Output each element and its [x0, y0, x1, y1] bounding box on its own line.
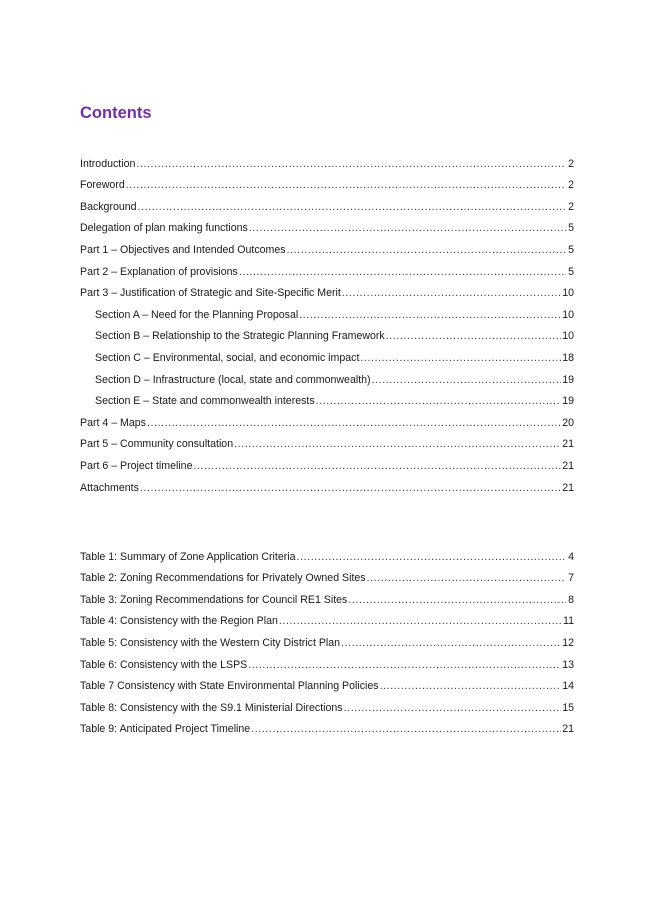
table-entry-page: 21 [562, 723, 574, 736]
table-entry-label: Table 2: Zoning Recommendations for Privately Owned Sites [80, 572, 366, 585]
toc-entry[interactable] [80, 279, 574, 301]
toc-entry[interactable] [80, 451, 574, 473]
dot-leader [287, 244, 566, 257]
dot-leader [297, 551, 566, 564]
toc-entry[interactable] [80, 235, 574, 257]
toc-entry-page: 5 [568, 222, 574, 235]
dot-leader [348, 594, 566, 607]
toc-entry-label: Section A – Need for the Planning Proposal [95, 308, 299, 321]
table-entry[interactable] [80, 585, 574, 607]
toc-entry-page: 5 [568, 265, 574, 278]
table-entry[interactable] [80, 564, 574, 586]
dot-leader [251, 723, 561, 736]
toc-entry-page: 10 [562, 287, 574, 300]
table-entry[interactable] [80, 542, 574, 564]
toc-entry-label: Part 5 – Community consultation [80, 438, 234, 451]
dot-leader [367, 572, 566, 585]
dot-leader [342, 287, 561, 300]
toc-entry-label: Part 4 – Maps [80, 416, 146, 429]
table-entry-label: Table 1: Summary of Zone Application Criteria [80, 550, 296, 563]
dot-leader [138, 201, 566, 214]
toc-entry[interactable] [80, 149, 574, 171]
table-entry-page: 7 [568, 572, 574, 585]
toc-entry-label: Background [80, 200, 137, 213]
dot-leader [126, 179, 566, 192]
dot-leader [140, 482, 561, 495]
table-entry-page: 11 [563, 615, 574, 628]
dot-leader [234, 438, 561, 451]
toc-entry-label: Introduction [80, 157, 136, 170]
table-entry-label: Table 8: Consistency with the S9.1 Ministerial Directions [80, 701, 343, 714]
toc-entry-page: 21 [562, 438, 574, 451]
toc-entry-label: Delegation of plan making functions [80, 222, 248, 235]
dot-leader [360, 352, 561, 365]
table-entry-page: 14 [562, 680, 574, 693]
toc-entry-page: 18 [562, 351, 574, 364]
toc-subentry[interactable] [80, 365, 574, 387]
toc-entry-label: Part 3 – Justification of Strategic and Site-Specific Merit [80, 287, 341, 300]
table-entry-page: 12 [562, 636, 574, 649]
dot-leader [239, 266, 566, 279]
toc-entry-label: Section D – Infrastructure (local, state and commonwealth) [95, 373, 371, 386]
table-entry-page: 4 [568, 550, 574, 563]
table-entry-label: Table 9: Anticipated Project Timeline [80, 723, 251, 736]
dot-leader [372, 374, 562, 387]
toc-entry-page: 20 [562, 416, 574, 429]
table-entry[interactable] [80, 650, 574, 672]
toc-entry[interactable] [80, 171, 574, 193]
dot-leader [279, 615, 562, 628]
table-entry-label: Table 5: Consistency with the Western City District Plan [80, 636, 341, 649]
dot-leader [380, 680, 562, 693]
table-entry-label: Table 7 Consistency with State Environmental Planning Policies [80, 680, 379, 693]
toc-entry-page: 2 [568, 200, 574, 213]
table-entry-label: Table 6: Consistency with the LSPS [80, 658, 248, 671]
toc-entry[interactable] [80, 214, 574, 236]
toc-entry-page: 10 [562, 330, 574, 343]
dot-leader [344, 702, 562, 715]
toc-entry-page: 19 [562, 373, 574, 386]
toc-subentry[interactable] [80, 343, 574, 365]
table-entry-label: Table 4: Consistency with the Region Plan [80, 615, 278, 628]
toc-entry-label: Attachments [80, 481, 139, 494]
toc-entry[interactable] [80, 408, 574, 430]
toc-entry[interactable] [80, 257, 574, 279]
dot-leader [248, 659, 561, 672]
dot-leader [147, 417, 561, 430]
toc-entry-label: Section B – Relationship to the Strategic Planning Framework [95, 330, 385, 343]
toc-entry[interactable] [80, 473, 574, 495]
dot-leader [193, 460, 561, 473]
toc-entry[interactable] [80, 192, 574, 214]
toc-subentry[interactable] [80, 387, 574, 409]
dot-leader [316, 395, 562, 408]
toc-entry-label: Part 2 – Explanation of provisions [80, 265, 238, 278]
toc-entry-label: Foreword [80, 179, 125, 192]
table-entry[interactable] [80, 628, 574, 650]
dot-leader [341, 637, 561, 650]
list-of-tables [80, 542, 574, 736]
contents-heading: Contents [80, 104, 152, 122]
table-entry[interactable] [80, 715, 574, 737]
toc-entry-page: 19 [562, 395, 574, 408]
table-of-contents [80, 149, 574, 495]
dot-leader [386, 330, 561, 343]
table-entry-page: 13 [562, 658, 574, 671]
toc-entry-label: Section C – Environmental, social, and economic impact [95, 351, 360, 364]
toc-entry-label: Section E – State and commonwealth interests [95, 395, 315, 408]
toc-entry-label: Part 1 – Objectives and Intended Outcomes [80, 243, 286, 256]
toc-subentry[interactable] [80, 322, 574, 344]
toc-entry-page: 2 [568, 179, 574, 192]
table-entry[interactable] [80, 693, 574, 715]
toc-entry-page: 2 [568, 157, 574, 170]
toc-entry-page: 10 [562, 308, 574, 321]
dot-leader [249, 222, 566, 235]
toc-subentry[interactable] [80, 300, 574, 322]
table-entry-page: 15 [562, 701, 574, 714]
dot-leader [299, 309, 561, 322]
dot-leader [136, 158, 566, 171]
toc-entry[interactable] [80, 430, 574, 452]
toc-entry-page: 21 [562, 481, 574, 494]
table-entry-page: 8 [568, 593, 574, 606]
toc-entry-page: 21 [562, 459, 574, 472]
toc-entry-label: Part 6 – Project timeline [80, 459, 193, 472]
table-entry-label: Table 3: Zoning Recommendations for Council RE1 Sites [80, 593, 348, 606]
table-entry[interactable] [80, 672, 574, 694]
table-entry[interactable] [80, 607, 574, 629]
toc-entry-page: 5 [568, 243, 574, 256]
